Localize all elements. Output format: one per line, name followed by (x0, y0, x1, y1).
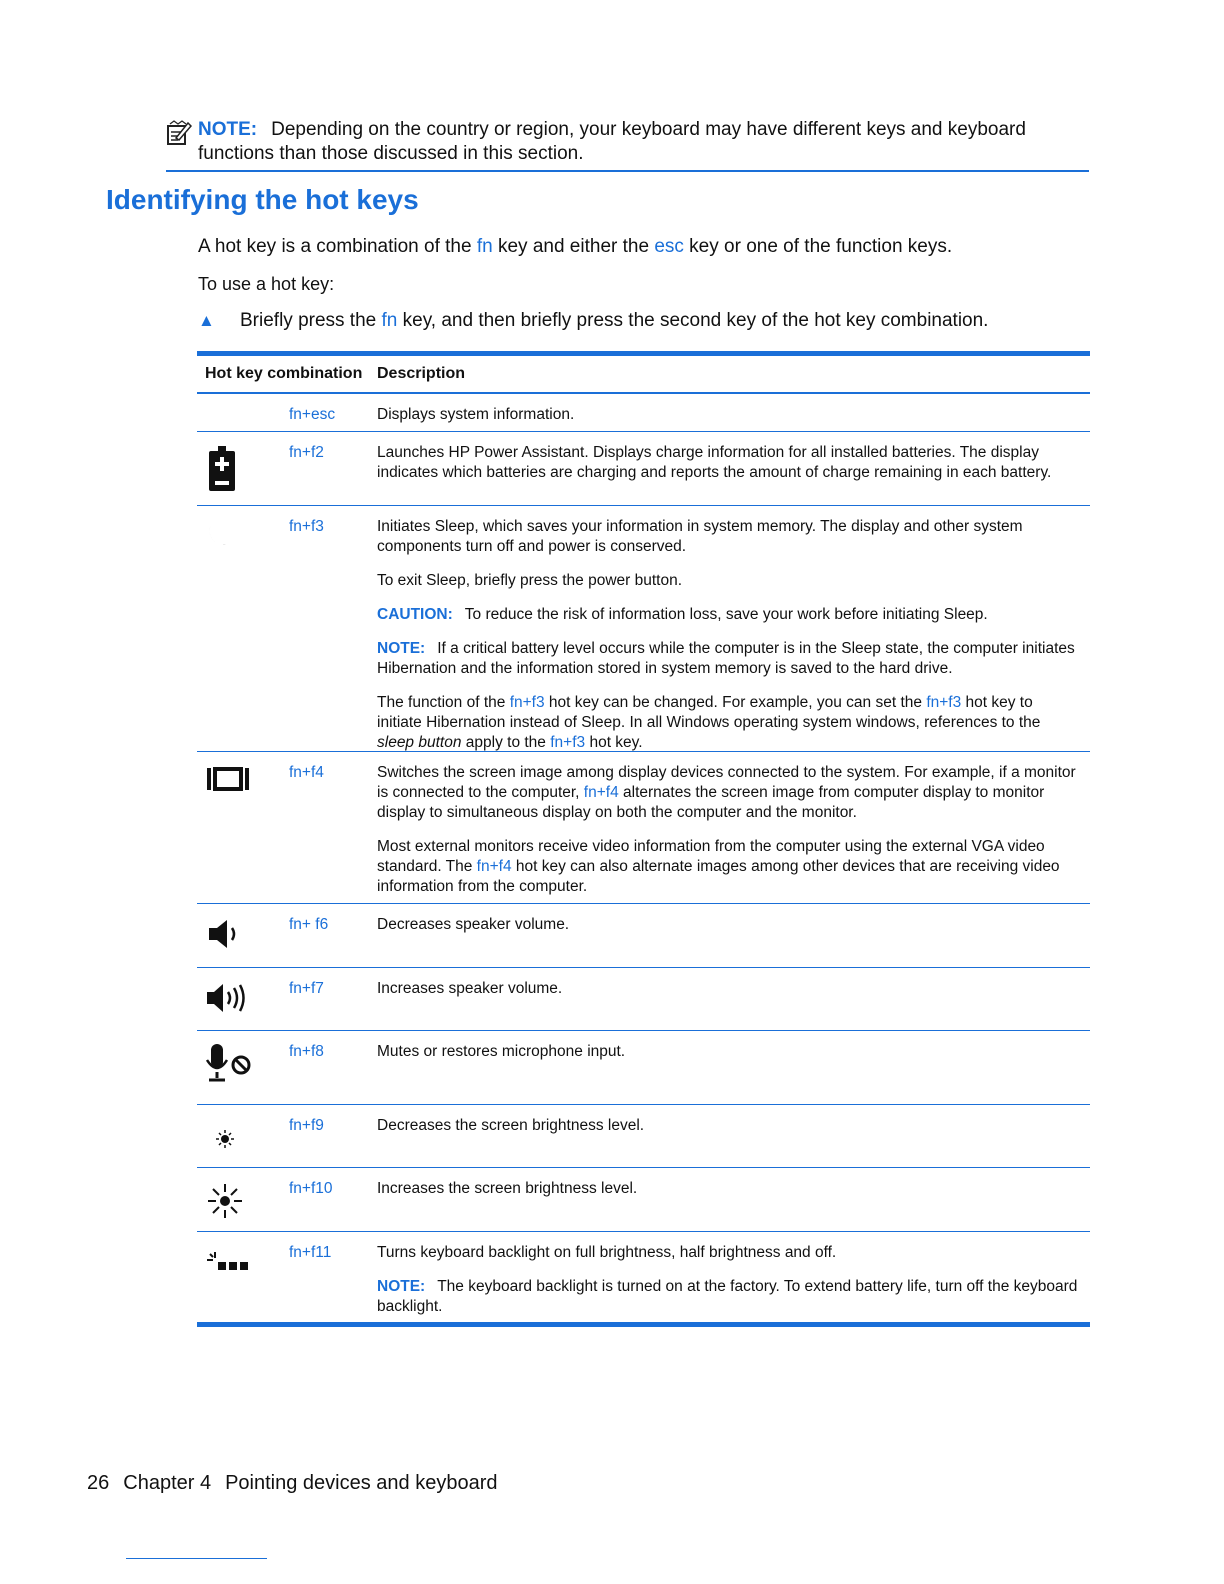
description (377, 904, 1090, 967)
table-row (197, 1232, 1090, 1322)
sleep-button-term: sleep button (377, 734, 462, 751)
description-text: Launches HP Power Assistant. Displays charge information for all installed batteries. The display indicates which batteries are charging and reports the amount of charge remaining in each battery. (377, 444, 1052, 481)
brightness-up-icon (205, 1180, 245, 1222)
inline-hot-key: fn+f4 (476, 858, 512, 875)
hot-key: fn+f2 (289, 444, 324, 461)
hot-key: fn+f11 (289, 1244, 332, 1261)
intro-fn-key: fn (476, 236, 493, 257)
header-hot-key-combination: Hot key combination (205, 365, 363, 382)
intro-paragraph (198, 236, 1098, 258)
intro-text-3: key or one of the function keys. (683, 236, 953, 257)
footer-divider (126, 1558, 267, 1559)
inline-hot-key: fn+f3 (509, 694, 545, 711)
note-text (198, 118, 1089, 166)
note (377, 639, 1080, 679)
step-text-1: Briefly press the (240, 310, 382, 331)
caution-label: CAUTION: (377, 606, 453, 623)
description-text: Increases speaker volume. (377, 980, 563, 997)
step-text-2: key, and then briefly press the second key of the hot key combination. (397, 310, 989, 331)
display-switch-icon (205, 764, 253, 794)
note-label: NOTE: (377, 640, 426, 657)
intro-text-2: key and either the (492, 236, 655, 257)
step-item (198, 310, 1098, 332)
note-text: If a critical battery level occurs while the computer is in the Sleep state, the computer initiates Hibernation and the information stored in system memory is saved to the hard drive. (377, 640, 1075, 677)
brightness-down-icon (205, 1117, 245, 1157)
note-text: The keyboard backlight is turned on at the factory. To extend battery life, turn off the keyboard backlight. (377, 1278, 1078, 1315)
chapter-title: Pointing devices and keyboard (225, 1472, 498, 1494)
use-hot-key-label: To use a hot key: (198, 274, 335, 294)
description-text: Decreases speaker volume. (377, 916, 570, 933)
description (377, 1232, 1090, 1322)
table-row (197, 506, 1090, 752)
description-text: Turns keyboard backlight on full brightness, half brightness and off. (377, 1244, 837, 1261)
hot-key: fn+f7 (289, 980, 324, 997)
description-text: Displays system information. (377, 406, 575, 423)
section-heading: Identifying the hot keys (106, 184, 419, 215)
inline-hot-key: fn+f3 (926, 694, 962, 711)
inline-hot-key: fn+f3 (550, 734, 586, 751)
inline-hot-key: fn+f4 (583, 784, 619, 801)
description (377, 432, 1090, 505)
table-row (197, 1105, 1090, 1168)
table-row (197, 904, 1090, 968)
table-row (197, 432, 1090, 506)
hot-key: fn+esc (289, 406, 336, 423)
note-label: NOTE: (198, 119, 258, 140)
page-footer (87, 1472, 512, 1495)
description-text: The function of the fn+f3 hot key can be changed. For example, you can set the fn+f3 hot key to initiate Hibernation instead of Sleep. In all Windows operating system windows, references to the sleep button apply to the fn+f3 hot key. (377, 694, 1041, 751)
table-header (197, 356, 1090, 394)
note (377, 1277, 1080, 1317)
table-row (197, 1168, 1090, 1232)
description (377, 968, 1090, 1030)
volume-up-icon (205, 980, 249, 1016)
note-icon (166, 120, 192, 146)
note-label: NOTE: (377, 1278, 426, 1295)
description-text: Most external monitors receive video information from the computer using the external VGA video standard. The fn+f4 hot key can also alternate images among other devices that are receiving video information from the computer. (377, 838, 1060, 895)
description (377, 1168, 1090, 1231)
hot-key: fn+f4 (289, 764, 324, 781)
chapter-label: Chapter 4 (123, 1472, 212, 1494)
description-text: Initiates Sleep, which saves your information in system memory. The display and other system components turn off and power is conserved. (377, 518, 1023, 555)
description-text: Increases the screen brightness level. (377, 1180, 638, 1197)
step-triangle-icon: ▲ (198, 311, 215, 330)
hot-key: fn+f8 (289, 1043, 324, 1060)
caution-text: To reduce the risk of information loss, save your work before initiating Sleep. (464, 606, 988, 623)
hot-key: fn+ f6 (289, 916, 329, 933)
description-text: To exit Sleep, briefly press the power button. (377, 572, 682, 589)
description (377, 1105, 1090, 1167)
table-row (197, 1031, 1090, 1105)
note-body: Depending on the country or region, your keyboard may have different keys and keyboard functions than those discussed in this section. (198, 119, 1026, 164)
microphone-mute-icon (205, 1043, 255, 1083)
hot-key: fn+f9 (289, 1117, 324, 1134)
hot-key: fn+f3 (289, 518, 324, 535)
keyboard-backlight-icon (205, 1244, 255, 1274)
page-number: 26 (87, 1472, 110, 1494)
table-row (197, 968, 1090, 1031)
note-block (166, 118, 1089, 172)
intro-esc-key: esc (654, 236, 684, 257)
battery-icon (205, 444, 239, 494)
description-text: Switches the screen image among display devices connected to the system. For example, if a monitor is connected to the computer, fn+f4 alternates the screen image from computer display to monitor display to simultaneous display on both the computer and the monitor. (377, 764, 1076, 821)
intro-text-1: A hot key is a combination of the (198, 236, 477, 257)
table-row (197, 752, 1090, 904)
description (377, 506, 1090, 751)
sleep-moon-icon (205, 518, 235, 548)
step-fn-key: fn (381, 310, 398, 331)
hot-key: fn+f10 (289, 1180, 333, 1197)
hot-key-table (197, 351, 1090, 1327)
volume-down-icon (205, 916, 245, 952)
description (377, 394, 1090, 431)
description (377, 1031, 1090, 1104)
description-text: Decreases the screen brightness level. (377, 1117, 645, 1134)
header-description: Description (377, 365, 466, 382)
caution (377, 605, 1080, 625)
description (377, 752, 1090, 903)
description-text: Mutes or restores microphone input. (377, 1043, 626, 1060)
table-row (197, 394, 1090, 432)
